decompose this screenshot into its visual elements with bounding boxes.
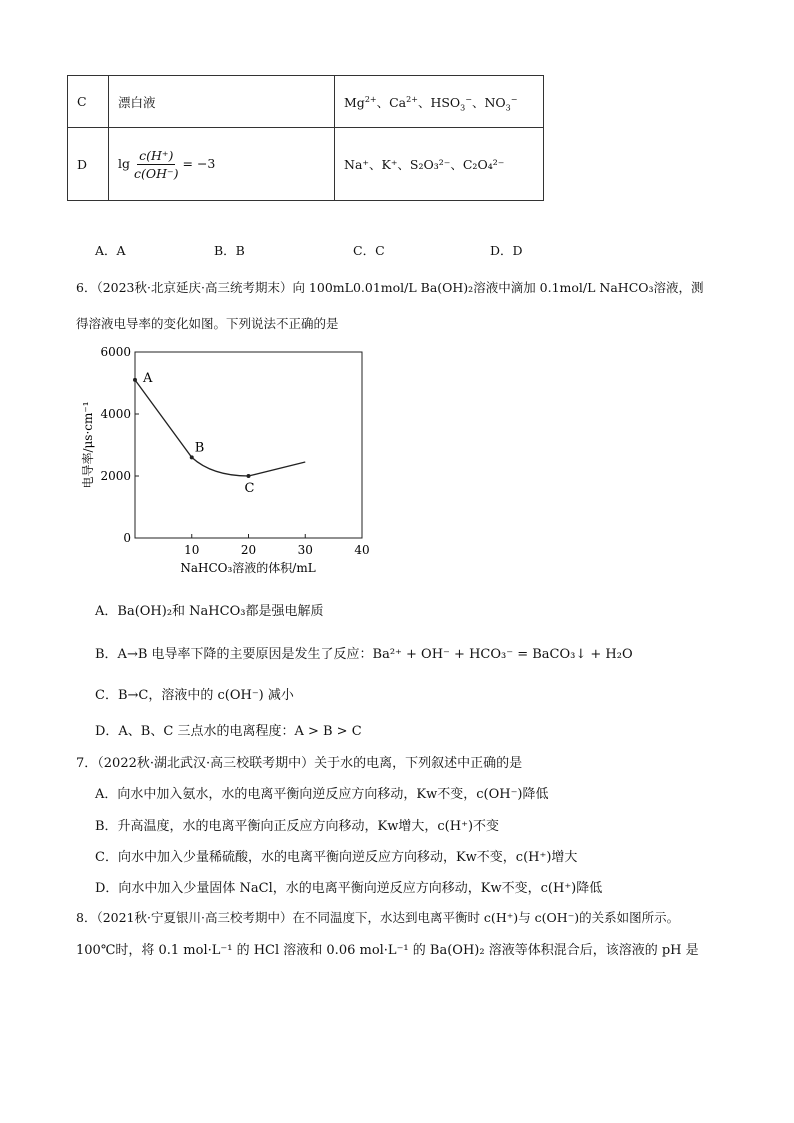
row-label: C	[68, 76, 109, 128]
q8-stem-line2: 100℃时，将 0.1 mol·L⁻¹ 的 HCl 溶液和 0.06 mol·L⁻¹ 的 Ba(OH)₂ 溶液等体积混合后，该溶液的 pH 是	[76, 943, 699, 958]
x-tick-label: 40	[354, 543, 370, 557]
q5-choice-a[interactable]: A．A	[95, 243, 126, 258]
q6-choice-d[interactable]: D．A、B、C 三点水的电离程度：A > B > C	[95, 724, 362, 739]
q7-choice-b[interactable]: B．升高温度，水的电离平衡向正反应方向移动，Kw增大，c(H⁺)不变	[95, 819, 500, 834]
point-label: B	[194, 440, 205, 456]
y-tick-label: 0	[123, 531, 131, 545]
row-condition: lg $\frac{c(H^+)}{c(OH^-)}$ = −3	[109, 128, 335, 201]
data-point	[190, 455, 194, 459]
x-axis-label: NaHCO₃溶液的体积/mL	[180, 561, 316, 575]
y-tick-label: 2000	[100, 469, 131, 483]
y-tick-label: 4000	[100, 407, 131, 421]
row-ions: $Mg^{2+}$、$Ca^{2+}$、$HSO_3^-$、$NO_3^-$	[335, 76, 544, 128]
row-condition: 漂白液	[109, 76, 335, 128]
table-row	[68, 76, 544, 128]
q5-choice-c[interactable]: C．C	[353, 243, 385, 258]
q5-choice-b[interactable]: B．B	[214, 243, 245, 258]
q6-choice-b[interactable]: B．A→B 电导率下降的主要原因是发生了反应：Ba²⁺ + OH⁻ + HCO₃⁻ = BaCO₃↓ + H₂O	[95, 647, 633, 662]
x-tick-label: 20	[240, 543, 257, 557]
point-label: C	[244, 481, 255, 496]
y-axis-label: 电导率/μs·cm⁻¹	[81, 401, 95, 489]
series-line	[135, 380, 305, 476]
q7-choice-d[interactable]: D．向水中加入少量固体 NaCl，水的电离平衡向逆反应方向移动，Kw不变，c(H⁺)降低	[95, 881, 603, 896]
conductivity-chart	[70, 340, 390, 580]
options-table	[67, 75, 544, 201]
point-label: A	[143, 370, 153, 386]
plot-frame	[135, 352, 362, 538]
q7-choice-a[interactable]: A．向水中加入氨水，水的电离平衡向逆反应方向移动，Kw不变，c(OH⁻)降低	[95, 787, 549, 802]
q7-choice-c[interactable]: C．向水中加入少量稀硫酸，水的电离平衡向逆反应方向移动，Kw不变，c(H⁺)增大	[95, 850, 578, 865]
y-tick-label: 6000	[100, 345, 131, 359]
q6-stem-line2: 得溶液电导率的变化如图。下列说法不正确的是	[76, 316, 339, 331]
q8-stem-line1: 8．（2021秋·宁夏银川·高三校考期中）在不同温度下，水达到电离平衡时 c(H⁺)与 c(OH⁻)的关系如图所示。	[76, 910, 680, 925]
q6-stem-line1: 6．（2023秋·北京延庆·高三统考期末）向 100mL0.01mol/L Ba(OH)₂溶液中滴加 0.1mol/L NaHCO₃溶液，测	[76, 280, 704, 295]
table-row	[68, 128, 544, 201]
q7-stem: 7．（2022秋·湖北武汉·高三校联考期中）关于水的电离，下列叙述中正确的是	[76, 756, 523, 771]
data-point	[133, 378, 137, 382]
q6-choice-a[interactable]: A．Ba(OH)₂和 NaHCO₃都是强电解质	[95, 604, 324, 619]
q5-choice-d[interactable]: D．D	[490, 243, 523, 258]
row-ions: Na⁺、K⁺、S₂O₃²⁻、C₂O₄²⁻	[335, 128, 544, 201]
data-point	[247, 474, 251, 478]
q6-choice-c[interactable]: C．B→C，溶液中的 c(OH⁻) 减小	[95, 688, 294, 703]
x-tick-label: 10	[184, 543, 200, 557]
x-tick-label: 30	[297, 543, 313, 557]
row-label: D	[68, 128, 109, 201]
